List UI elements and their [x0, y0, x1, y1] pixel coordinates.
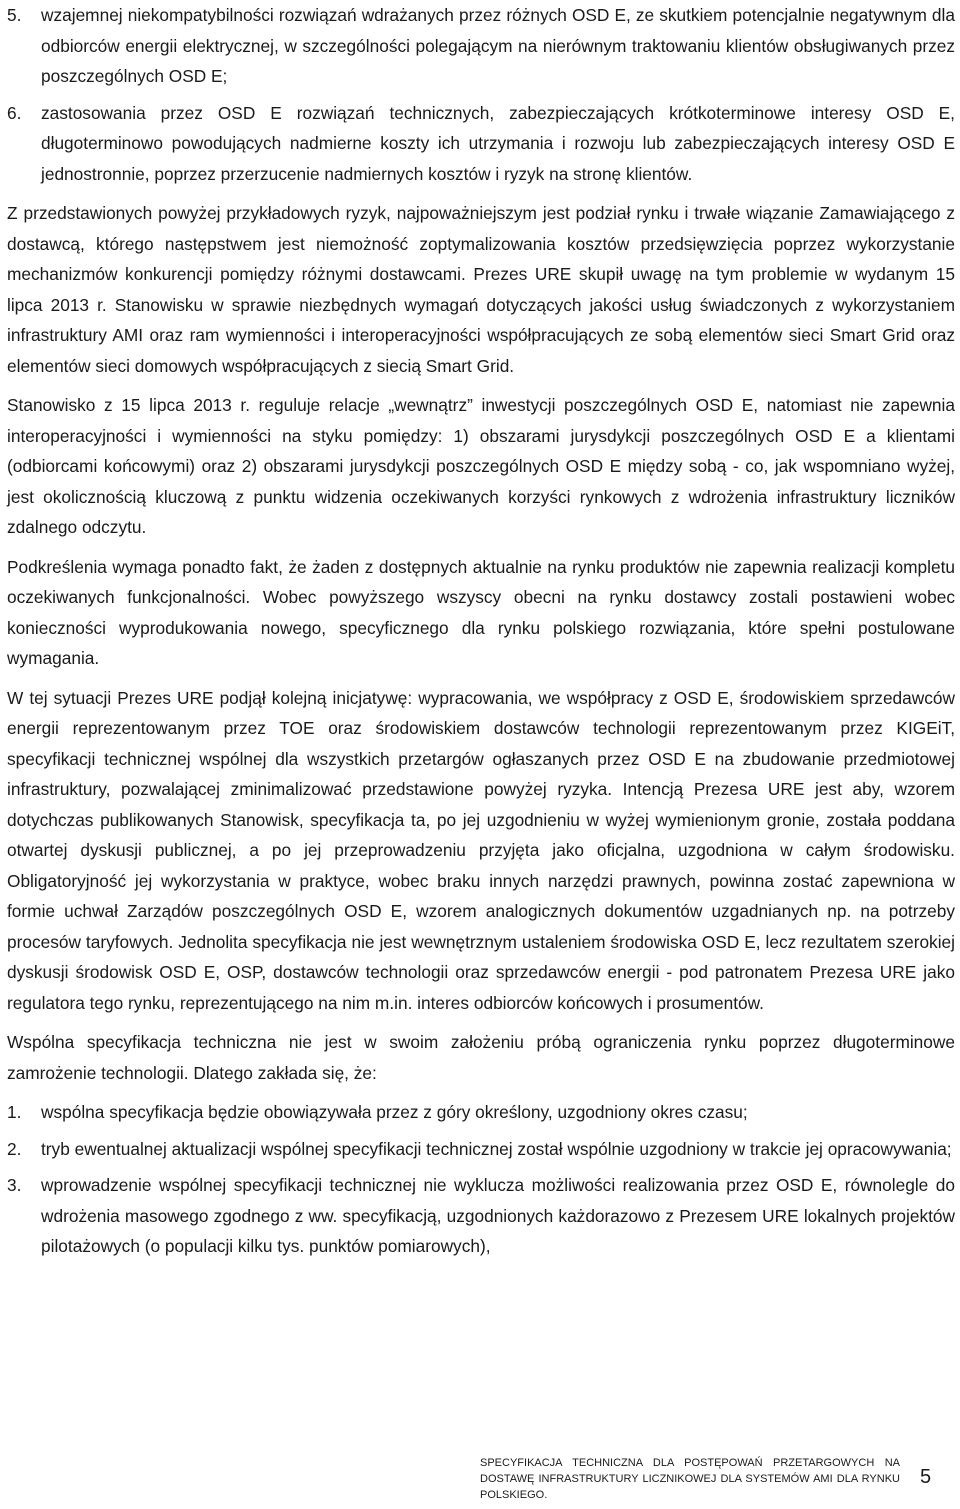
paragraph: Wspólna specyfikacja techniczna nie jest w swoim założeniu próbą ograniczenia rynku poprzez długoterminowe zamrożenie technologii. Dlatego zakłada się, że:	[7, 1032, 955, 1083]
list-number: 5.	[7, 5, 22, 25]
list-number: 2.	[7, 1138, 22, 1159]
page-number: 5	[920, 1466, 932, 1488]
list-item-text: wprowadzenie wspólnej specyfikacji technicznej nie wyklucza możliwości realizowania przez OSD E, równolegle do wdrożenia masowego zgodnego z ww. specyfikacją, uzgodnionych każdorazowo z Prezesem URE lokalnych projektów pilotażowych (o populacji kilku tys. punktów pomiarowych),	[41, 1175, 955, 1256]
list-number: 6.	[7, 102, 22, 123]
running-footer-title: SPECYFIKACJA TECHNICZNA DLA POSTĘPOWAŃ PRZETARGOWYCH NA DOSTAWĘ INFRASTRUKTURY LICZNIKOWEJ DLA SYSTEMÓW AMI DLA RYNKU POLSKIEGO.	[480, 1457, 900, 1501]
list-item-text: wzajemnej niekompatybilności rozwiązań wdrażanych przez różnych OSD E, ze skutkiem potencjalnie negatywnym dla odbiorców energii elektrycznej, w szczególności polegającym na nierównym traktowaniu klientów obsługiwanych przez poszczególnych OSD E;	[41, 5, 955, 86]
list-item	[7, 98, 955, 190]
list-item	[7, 1134, 955, 1165]
list-item-text: zastosowania przez OSD E rozwiązań technicznych, zabezpieczających krótkoterminowe interesy OSD E, długoterminowo powodujących nadmierne koszty ich utrzymania i rozwoju lub zabezpieczających interesy OSD E jednostronnie, poprzez przerzucenie nadmiernych kosztów i ryzyk na stronę klientów.	[41, 102, 955, 184]
paragraph: Z przedstawionych powyżej przykładowych ryzyk, najpoważniejszym jest podział rynku i trwałe wiązanie Zamawiającego z dostawcą, którego następstwem jest niemożność zoptymalizowania kosztów przedsięwzięcia poprzez wykorzystanie mechanizmów konkurencji pomiędzy różnymi dostawcami. Prezes URE skupił uwagę na tym problemie w wydanym 15 lipca 2013 r. Stanowisku w sprawie niezbędnych wymagań dotyczących jakości usług świadczonych z wykorzystaniem infrastruktury AMI oraz ram wymienności i interoperacyjności współpracujących ze sobą elementów sieci Smart Grid oraz elementów sieci domowych współpracujących z siecią Smart Grid.	[7, 203, 955, 376]
list-item	[7, 1097, 955, 1128]
list-item-text: wspólna specyfikacja będzie obowiązywała przez z góry określony, uzgodniony okres czasu;	[41, 1102, 748, 1122]
list-item	[7, 0, 955, 92]
list-item	[7, 1170, 955, 1262]
list-number: 1.	[7, 1102, 22, 1122]
paragraph: W tej sytuacji Prezes URE podjął kolejną inicjatywę: wypracowania, we współpracy z OSD E, środowiskiem sprzedawców energii reprezentowanym przez TOE oraz środowiskiem dostawców technologii reprezentowanym przez KIGEiT, specyfikacji technicznej wspólnej dla wszystkich przetargów ogłaszanych przez OSD E na zbudowanie przedmiotowej infrastruktury, pozwalającej zminimalizować przedstawione powyżej ryzyka. Intencją Prezesa URE jest aby, wzorem dotychczas publikowanych Stanowisk, specyfikacja ta, po jej uzgodnieniu w wyżej wymienionym gronie, została poddana otwartej dyskusji publicznej, a po jej przeprowadzeniu przyjęta jako oficjalna, uzgodniona w całym środowisku. Obligatoryjność jej wykorzystania w praktyce, wobec braku innych narzędzi prawnych, powinna zostać zapewniona w formie uchwał Zarządów poszczególnych OSD E, wzorem analogicznych dokumentów uzgadnianych np. na potrzeby procesów taryfowych. Jednolita specyfikacja nie jest wewnętrznym ustaleniem środowiska OSD E, lecz rezultatem szerokiej dyskusji środowisk OSD E, OSP, dostawców technologii oraz sprzedawców energii - pod patronatem Prezesa URE jako regulatora tego rynku, reprezentującego na nim m.in. interes odbiorców końcowych i prosumentów.	[7, 687, 955, 1013]
document-page	[7, 0, 955, 1262]
paragraph: Stanowisko z 15 lipca 2013 r. reguluje relacje „wewnątrz” inwestycji poszczególnych OSD E, natomiast nie zapewnia interoperacyjności i wymienności na styku pomiędzy: 1) obszarami jurysdykcji poszczególnych OSD E a klientami (odbiorcami końcowymi) oraz 2) obszarami jurysdykcji poszczególnych OSD E między sobą - co, jak wspomniano wyżej, jest okolicznością kluczową z punktu widzenia oczekiwanych korzyści rynkowych z wdrożenia infrastruktury liczników zdalnego odczytu.	[7, 395, 955, 537]
list-item-text: tryb ewentualnej aktualizacji wspólnej specyfikacji technicznej został wspólnie uzgodniony w trakcie jej opracowywania;	[41, 1138, 952, 1159]
list-number: 3.	[7, 1175, 22, 1195]
paragraph: Podkreślenia wymaga ponadto fakt, że żaden z dostępnych aktualnie na rynku produktów nie zapewnia realizacji kompletu oczekiwanych funkcjonalności. Wobec powyższego wszyscy obecni na rynku dostawcy zostali postawieni wobec konieczności wyprodukowania nowego, specyficznego dla rynku polskiego rozwiązania, które spełni postulowane wymagania.	[7, 556, 955, 668]
